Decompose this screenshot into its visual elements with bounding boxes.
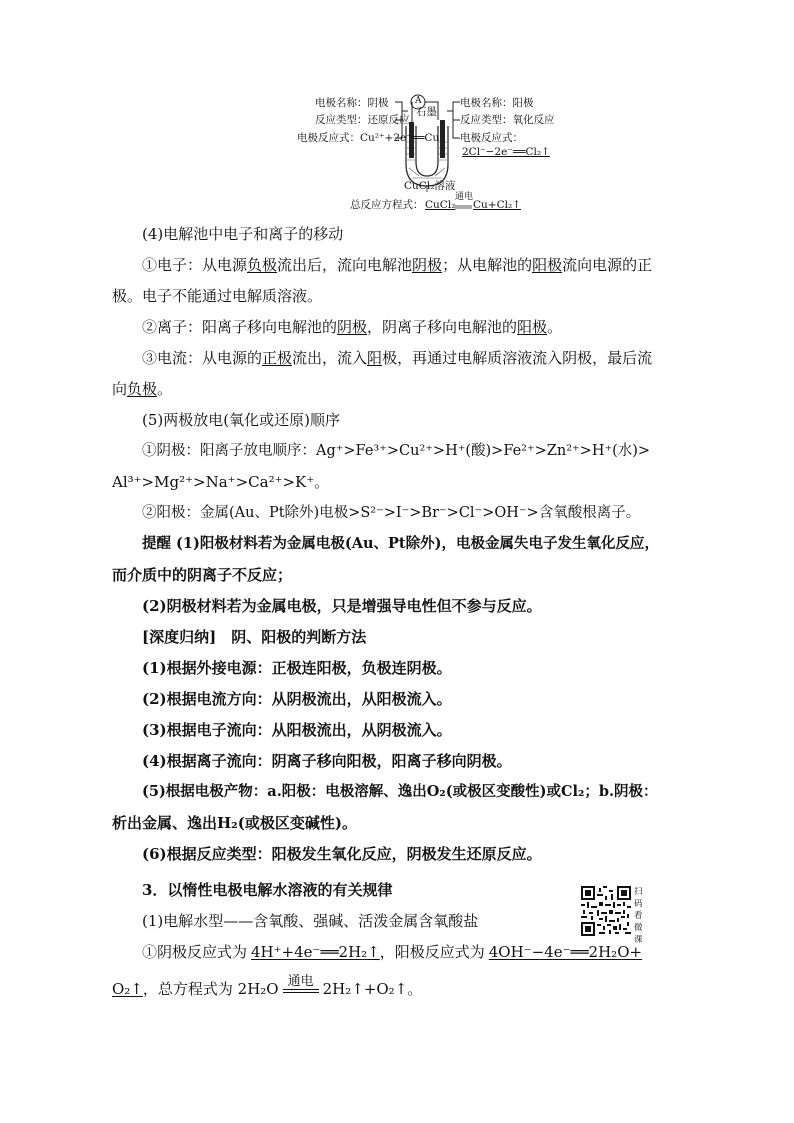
total-reaction-left: CuCl₂ bbox=[425, 199, 456, 211]
ammeter-label: A bbox=[415, 96, 422, 106]
left-reaction-type: 反应类型：还原反应 bbox=[315, 114, 410, 126]
text-segment: ③电流：从电源的 bbox=[142, 349, 263, 367]
water-electrolysis-reaction-line2 bbox=[112, 974, 423, 1000]
current-line1 bbox=[142, 347, 652, 369]
right-reaction-type: 反应类型：氧化反应 bbox=[460, 114, 555, 126]
left-electrode-name: 电极名称：阴极 bbox=[315, 97, 389, 109]
total-reaction-right: Cu+Cl₂↑ bbox=[473, 199, 521, 211]
qr-code-icon[interactable] bbox=[581, 886, 631, 936]
text-segment: ①电子：从电源 bbox=[142, 256, 248, 274]
answer-blank: O₂↑ bbox=[112, 980, 143, 998]
text-segment: ；从电解池的 bbox=[442, 256, 533, 274]
current-line2 bbox=[112, 378, 172, 400]
cathode-order-line1: ①阴极：阳离子放电顺序：Ag⁺>Fe³⁺>Cu²⁺>H⁺(酸)>Fe²⁺>Zn²⁺>H⁺(水)> bbox=[142, 443, 651, 459]
text-segment: ，阳极反应式为 bbox=[379, 943, 485, 961]
answer-blank: 负极 bbox=[127, 380, 158, 398]
answer-blank: 4OH⁻−4e⁻══2H₂O+ bbox=[488, 943, 643, 961]
electron-movement-line2: 极。电子不能通过电解质溶液。 bbox=[112, 287, 323, 305]
answer-blank: 正极 bbox=[262, 349, 293, 367]
answer-blank: 阳极 bbox=[532, 256, 563, 274]
right-electrode-reaction-label: 电极反应式： bbox=[460, 132, 523, 144]
answer-blank: 4H⁺+4e⁻══2H₂↑ bbox=[251, 943, 380, 961]
solution-label: CuCl₂溶液 bbox=[404, 180, 456, 192]
left-electrode-reaction: 电极反应式：Cu²⁺+2e⁻══Cu bbox=[297, 132, 440, 144]
qr-caption: 扫码看微课 bbox=[634, 887, 643, 945]
section-4-heading: (4)电解池中电子和离子的移动 bbox=[142, 225, 344, 243]
water-electrolysis-type: (1)电解水型——含氧酸、强碱、活泼金属含氧酸盐 bbox=[142, 912, 479, 930]
text-segment: ②离子：阳离子移向电解池的 bbox=[142, 318, 338, 336]
text-segment: 流出后，流向电解池 bbox=[277, 256, 413, 274]
answer-blank: 负极 bbox=[247, 256, 278, 274]
condition-text: 通电 bbox=[287, 974, 314, 989]
ion-movement-line bbox=[142, 316, 562, 338]
section-3-heading: 3．以惰性电极电解水溶液的有关规律 bbox=[142, 881, 393, 899]
text-segment: 极，再通过电解质溶液流入阴极，最后流 bbox=[382, 349, 653, 367]
total-reaction-label: 总反应方程式： bbox=[350, 199, 424, 211]
judge-by-electron: (3)根据电子流向：从阳极流出，从阴极流入。 bbox=[142, 721, 452, 739]
right-electrode-reaction: 2Cl⁻−2e⁻══Cl₂↑ bbox=[462, 146, 550, 158]
water-electrolysis-reaction-line1 bbox=[142, 941, 642, 963]
text-segment: ，阴离子移向电解池的 bbox=[367, 318, 518, 336]
text-segment: ，总方程式为 2H₂O bbox=[142, 980, 279, 998]
text-segment: ①阴极反应式为 bbox=[142, 943, 248, 961]
text-segment: 。 bbox=[157, 380, 173, 398]
total-reaction-condition: 通电 bbox=[455, 192, 474, 202]
judge-by-power: (1)根据外接电源：正极连阳极，负极连阴极。 bbox=[142, 659, 452, 677]
answer-blank: 阴极 bbox=[412, 256, 443, 274]
judge-by-ion: (4)根据离子流向：阴离子移向阳极，阳离子移向阴极。 bbox=[142, 752, 512, 770]
cathode-order-line2: Al³⁺>Mg²⁺>Na⁺>Ca²⁺>K⁺。 bbox=[112, 473, 330, 491]
text-segment: 。 bbox=[547, 318, 563, 336]
reaction-condition bbox=[283, 975, 319, 993]
deep-summary-heading: [深度归纳] 阴、阳极的判断方法 bbox=[142, 628, 367, 646]
reminder-line1: 提醒 (1)阳极材料若为金属电极(Au、Pt除外)，电极金属失电子发生氧化反应， bbox=[142, 535, 659, 552]
anode-order-line: ②阳极：金属(Au、Pt除外)电极>S²⁻>I⁻>Br⁻>Cl⁻>OH⁻>含氧酸根离子。 bbox=[142, 505, 641, 521]
text-segment: 流出，流入 bbox=[292, 349, 368, 367]
text-segment: 向 bbox=[112, 380, 128, 398]
electrolysis-diagram bbox=[297, 92, 600, 214]
electrolytic-cell-svg bbox=[300, 92, 600, 214]
reminder-line2: 而介质中的阴离子不反应； bbox=[112, 566, 293, 584]
electron-movement-line1 bbox=[142, 254, 652, 276]
text-segment: 流向电源的正 bbox=[562, 256, 653, 274]
judge-by-product-line1: (5)根据电极产物：a.阳极：电极溶解、逸出O₂(或极区变酸性)或Cl₂；b.阴极： bbox=[142, 783, 658, 800]
answer-blank: 阳 bbox=[367, 349, 383, 367]
answer-blank: 阴极 bbox=[337, 318, 368, 336]
qr-code-graphic bbox=[581, 886, 631, 936]
text-segment: 2H₂↑+O₂↑。 bbox=[322, 980, 423, 998]
judge-by-product-line2: 析出金属、逸出H₂(或极区变碱性)。 bbox=[112, 814, 357, 832]
equal-bar bbox=[283, 989, 319, 993]
right-electrode-name: 电极名称：阳极 bbox=[460, 97, 534, 109]
graphite-label: 石墨 bbox=[416, 106, 437, 118]
judge-by-reaction-type: (6)根据反应类型：阳极发生氧化反应，阴极发生还原反应。 bbox=[142, 845, 542, 863]
reminder-line3: (2)阴极材料若为金属电极，只是增强导电性但不参与反应。 bbox=[142, 597, 542, 615]
judge-by-current: (2)根据电流方向：从阴极流出，从阳极流入。 bbox=[142, 690, 452, 708]
anode-electrode bbox=[440, 120, 445, 158]
answer-blank: 阳极 bbox=[517, 318, 548, 336]
section-5-heading: (5)两极放电(氧化或还原)顺序 bbox=[142, 411, 340, 429]
